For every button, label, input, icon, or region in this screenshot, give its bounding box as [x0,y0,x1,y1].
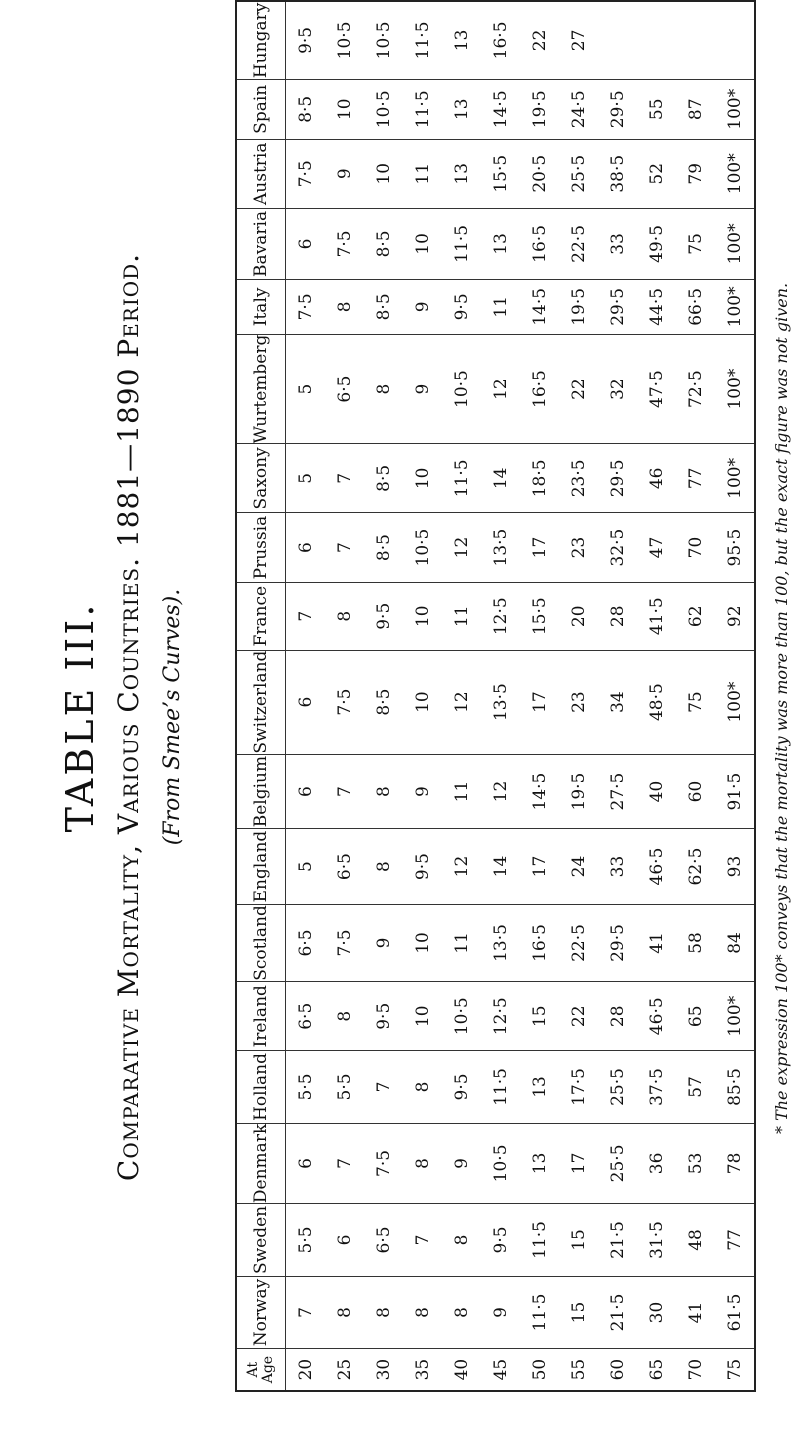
mortality-cell: 6 [325,1204,364,1277]
mortality-cell: 58 [676,904,715,982]
mortality-cell: 11 [442,754,481,829]
mortality-cell: 77 [676,444,715,513]
mortality-cell: 8·5 [286,79,326,139]
mortality-cell: 65 [676,982,715,1051]
mortality-cell: 11·5 [481,1051,520,1124]
mortality-cell: 7·5 [286,139,326,208]
mortality-cell: 13·5 [481,904,520,982]
mortality-cell: 41 [676,1276,715,1348]
age-cell: 20 [295,1358,316,1381]
mortality-cell: 10·5 [364,1,403,79]
mortality-cell: 23 [559,650,598,754]
mortality-cell: 8 [403,1276,442,1348]
mortality-cell: 9·5 [364,582,403,650]
mortality-cell: 7 [364,1051,403,1124]
mortality-cell: 28 [598,582,637,650]
mortality-cell: 100* [715,208,755,279]
mortality-cell: 25·5 [559,139,598,208]
column-header: France [236,582,286,650]
mortality-cell: 13 [442,79,481,139]
mortality-cell: 8 [325,1276,364,1348]
mortality-cell: 19·5 [559,280,598,335]
mortality-cell: 6·5 [286,982,326,1051]
mortality-cell: 6·5 [325,334,364,444]
mortality-cell: 33 [598,829,637,904]
column-header: Belgium [236,754,286,829]
mortality-cell: 7 [325,1123,364,1203]
column-header: Hungary [236,1,286,79]
mortality-cell: 13 [442,1,481,79]
mortality-cell: 10 [403,444,442,513]
mortality-cell: 46·5 [637,982,676,1051]
mortality-cell: 60 [676,754,715,829]
mortality-cell: 13·5 [481,513,520,583]
table-row [559,1,598,1391]
table-row [325,1,364,1391]
mortality-cell: 62 [676,582,715,650]
mortality-cell: 6 [286,513,326,583]
mortality-cell: 72·5 [676,334,715,444]
age-header-line2: Age [260,1355,276,1384]
mortality-cell: 14 [481,444,520,513]
mortality-cell: 9·5 [481,1204,520,1277]
mortality-cell: 7 [286,1276,326,1348]
age-header [236,1349,286,1391]
mortality-cell: 5 [286,829,326,904]
mortality-cell: 41 [637,904,676,982]
mortality-cell: 100* [715,650,755,754]
mortality-cell: 6 [286,650,326,754]
mortality-cell: 10·5 [481,1123,520,1203]
mortality-cell: 7 [325,754,364,829]
column-header: Prussia [236,513,286,583]
mortality-cell: 6 [286,1123,326,1203]
age-cell: 65 [646,1358,667,1381]
mortality-cell: 15 [520,982,559,1051]
mortality-cell: 6 [286,754,326,829]
table-subtitle: Comparative Mortality, Various Countries. 1881—1890 Period. [112,252,145,1182]
mortality-cell: 27·5 [598,754,637,829]
mortality-cell: 66·5 [676,280,715,335]
mortality-cell: 7 [286,582,326,650]
mortality-cell: 9 [403,334,442,444]
mortality-cell: 18·5 [520,444,559,513]
mortality-cell: 5·5 [286,1204,326,1277]
mortality-cell: 36 [637,1123,676,1203]
mortality-cell: 7·5 [286,280,326,335]
table-body [286,1,756,1391]
mortality-cell: 13 [481,208,520,279]
age-cell: 25 [334,1358,355,1381]
mortality-cell: 10 [403,982,442,1051]
age-cell: 70 [685,1358,706,1381]
age-cell: 45 [490,1358,511,1381]
mortality-cell: 29·5 [598,444,637,513]
age-cell: 30 [373,1358,394,1381]
mortality-cell: 5·5 [325,1051,364,1124]
column-header: Wurtemberg [236,334,286,444]
mortality-cell: 15 [559,1204,598,1277]
mortality-cell: 11 [403,139,442,208]
mortality-cell: 8 [364,334,403,444]
mortality-cell: 100* [715,444,755,513]
mortality-cell: 19·5 [559,754,598,829]
mortality-cell: 7·5 [364,1123,403,1203]
mortality-cell: 10·5 [325,1,364,79]
mortality-cell: 57 [676,1051,715,1124]
mortality-cell: 9·5 [442,1051,481,1124]
mortality-cell: 13 [520,1123,559,1203]
mortality-cell: 8·5 [364,513,403,583]
mortality-cell: 100* [715,139,755,208]
mortality-cell: 78 [715,1123,755,1203]
mortality-cell: 15 [559,1276,598,1348]
age-cell: 60 [607,1358,628,1381]
mortality-cell: 11·5 [520,1276,559,1348]
mortality-cell: 12 [442,650,481,754]
mortality-cell: 53 [676,1123,715,1203]
column-header: Spain [236,79,286,139]
mortality-cell: 33 [598,208,637,279]
column-header: Scotland [236,904,286,982]
mortality-cell: 14·5 [520,280,559,335]
mortality-cell: 34 [598,650,637,754]
mortality-cell: 17·5 [559,1051,598,1124]
mortality-cell: 7 [325,444,364,513]
mortality-cell: 25·5 [598,1123,637,1203]
mortality-cell: 8·5 [364,650,403,754]
table-row [364,1,403,1391]
mortality-cell: 48·5 [637,650,676,754]
mortality-cell: 24·5 [559,79,598,139]
mortality-cell: 32 [598,334,637,444]
mortality-cell: 93 [715,829,755,904]
mortality-cell: 7·5 [325,208,364,279]
mortality-cell: 8 [364,829,403,904]
mortality-cell: 12·5 [481,582,520,650]
table-source: (From Smee’s Curves). [160,588,185,846]
mortality-cell: 8 [364,1276,403,1348]
mortality-cell: 17 [520,650,559,754]
mortality-cell: 14 [481,829,520,904]
mortality-cell: 8 [403,1123,442,1203]
mortality-cell: 11·5 [403,79,442,139]
mortality-cell: 9 [403,754,442,829]
table-row [676,1,715,1391]
mortality-cell: 14·5 [481,79,520,139]
age-cell: 75 [724,1358,745,1381]
mortality-cell: 8 [325,280,364,335]
mortality-cell: 5 [286,444,326,513]
mortality-cell: 16·5 [481,1,520,79]
table-row [520,1,559,1391]
column-header: Denmark [236,1123,286,1203]
mortality-cell [676,1,715,79]
mortality-cell: 10 [403,208,442,279]
mortality-cell: 16·5 [520,208,559,279]
mortality-cell: 10 [364,139,403,208]
mortality-cell: 6 [286,208,326,279]
mortality-cell: 22 [559,334,598,444]
column-header: Italy [236,280,286,335]
mortality-cell: 92 [715,582,755,650]
age-header-line1: At [245,1361,262,1378]
mortality-cell: 8·5 [364,444,403,513]
mortality-cell: 19·5 [520,79,559,139]
mortality-cell: 21·5 [598,1204,637,1277]
mortality-cell: 6·5 [286,904,326,982]
mortality-cell: 11 [442,582,481,650]
mortality-cell: 100* [715,334,755,444]
mortality-cell: 29·5 [598,904,637,982]
mortality-cell: 9·5 [442,280,481,335]
mortality-cell: 11·5 [520,1204,559,1277]
mortality-cell: 9·5 [403,829,442,904]
mortality-cell: 9·5 [364,982,403,1051]
mortality-cell: 12·5 [481,982,520,1051]
mortality-cell: 8 [442,1204,481,1277]
mortality-cell: 8·5 [364,280,403,335]
mortality-cell: 8·5 [364,208,403,279]
mortality-cell: 8 [325,982,364,1051]
mortality-cell: 5 [286,334,326,444]
mortality-cell: 7 [403,1204,442,1277]
age-cell: 55 [568,1358,589,1381]
mortality-cell: 87 [676,79,715,139]
mortality-cell: 9·5 [286,1,326,79]
column-header: England [236,829,286,904]
mortality-cell: 22·5 [559,208,598,279]
mortality-cell: 20·5 [520,139,559,208]
mortality-cell: 85·5 [715,1051,755,1124]
column-header: Sweden [236,1204,286,1277]
mortality-cell: 62·5 [676,829,715,904]
mortality-cell: 23 [559,513,598,583]
table-row [442,1,481,1391]
mortality-cell: 6·5 [364,1204,403,1277]
mortality-cell: 12 [442,829,481,904]
mortality-cell: 7·5 [325,650,364,754]
mortality-cell: 31·5 [637,1204,676,1277]
table-row [403,1,442,1391]
mortality-cell: 11 [481,280,520,335]
mortality-cell: 15·5 [520,582,559,650]
mortality-cell: 10 [403,582,442,650]
mortality-cell: 48 [676,1204,715,1277]
mortality-cell: 21·5 [598,1276,637,1348]
mortality-cell: 7·5 [325,904,364,982]
mortality-cell: 13·5 [481,650,520,754]
age-cell: 35 [412,1358,433,1381]
age-cell: 40 [451,1358,472,1381]
mortality-cell: 9 [442,1123,481,1203]
column-header: Austria [236,139,286,208]
mortality-cell: 17 [559,1123,598,1203]
mortality-cell: 44·5 [637,280,676,335]
mortality-cell: 20 [559,582,598,650]
mortality-cell: 84 [715,904,755,982]
header-row [236,1,286,1391]
mortality-cell: 8 [403,1051,442,1124]
mortality-cell: 91·5 [715,754,755,829]
mortality-cell: 10 [403,650,442,754]
mortality-cell: 5·5 [286,1051,326,1124]
mortality-cell: 52 [637,139,676,208]
mortality-cell: 40 [637,754,676,829]
mortality-cell: 41·5 [637,582,676,650]
mortality-cell [598,1,637,79]
column-header: Saxony [236,444,286,513]
mortality-cell: 100* [715,982,755,1051]
mortality-cell: 9 [325,139,364,208]
mortality-cell: 16·5 [520,334,559,444]
mortality-cell: 100* [715,280,755,335]
mortality-cell: 27 [559,1,598,79]
mortality-cell: 46·5 [637,829,676,904]
mortality-cell: 8 [364,754,403,829]
mortality-cell: 46 [637,444,676,513]
mortality-cell: 6·5 [325,829,364,904]
mortality-cell: 95·5 [715,513,755,583]
mortality-table [235,0,756,1392]
mortality-cell: 47·5 [637,334,676,444]
mortality-cell: 28 [598,982,637,1051]
mortality-cell: 11 [442,904,481,982]
mortality-cell: 100* [715,79,755,139]
table-row [481,1,520,1391]
mortality-cell: 77 [715,1204,755,1277]
mortality-cell: 11·5 [442,208,481,279]
mortality-cell: 14·5 [520,754,559,829]
mortality-cell: 10·5 [442,334,481,444]
column-header: Bavaria [236,208,286,279]
mortality-cell: 55 [637,79,676,139]
mortality-cell: 38·5 [598,139,637,208]
mortality-cell [637,1,676,79]
mortality-cell: 10·5 [442,982,481,1051]
mortality-cell: 75 [676,208,715,279]
mortality-cell: 47 [637,513,676,583]
table-header [236,1,286,1391]
column-header: Holland [236,1051,286,1124]
mortality-cell: 75 [676,650,715,754]
mortality-cell: 16·5 [520,904,559,982]
mortality-cell: 24 [559,829,598,904]
mortality-cell: 22 [520,1,559,79]
table-row [286,1,326,1391]
mortality-cell: 10·5 [403,513,442,583]
mortality-cell: 37·5 [637,1051,676,1124]
mortality-cell: 29·5 [598,79,637,139]
mortality-cell: 15·5 [481,139,520,208]
mortality-cell [715,1,755,79]
column-header: Ireland [236,982,286,1051]
table-row [637,1,676,1391]
table-title: TABLE III. [58,601,102,833]
table-row [715,1,755,1391]
mortality-cell: 22 [559,982,598,1051]
mortality-cell: 17 [520,513,559,583]
table-row [598,1,637,1391]
mortality-cell: 25·5 [598,1051,637,1124]
mortality-cell: 7 [325,513,364,583]
mortality-cell: 10·5 [364,79,403,139]
mortality-cell: 30 [637,1276,676,1348]
footnote: * The expression 100* conveys that the mortality was more than 100, but the exact figure was not given. [772,282,791,1134]
column-header: Switzerland [236,650,286,754]
mortality-cell: 70 [676,513,715,583]
mortality-cell: 22·5 [559,904,598,982]
mortality-cell: 12 [481,334,520,444]
mortality-cell: 12 [442,513,481,583]
mortality-cell: 17 [520,829,559,904]
mortality-cell: 11·5 [403,1,442,79]
mortality-cell: 9 [481,1276,520,1348]
mortality-cell: 11·5 [442,444,481,513]
mortality-cell: 79 [676,139,715,208]
mortality-cell: 12 [481,754,520,829]
mortality-cell: 8 [442,1276,481,1348]
mortality-cell: 10 [325,79,364,139]
mortality-cell: 61·5 [715,1276,755,1348]
mortality-cell: 10 [403,904,442,982]
mortality-cell: 8 [325,582,364,650]
mortality-cell: 29·5 [598,280,637,335]
mortality-cell: 13 [520,1051,559,1124]
mortality-cell: 9 [403,280,442,335]
mortality-cell: 49·5 [637,208,676,279]
mortality-cell: 9 [364,904,403,982]
mortality-cell: 23·5 [559,444,598,513]
column-header: Norway [236,1276,286,1348]
mortality-cell: 13 [442,139,481,208]
mortality-cell: 32·5 [598,513,637,583]
age-cell: 50 [529,1358,550,1381]
